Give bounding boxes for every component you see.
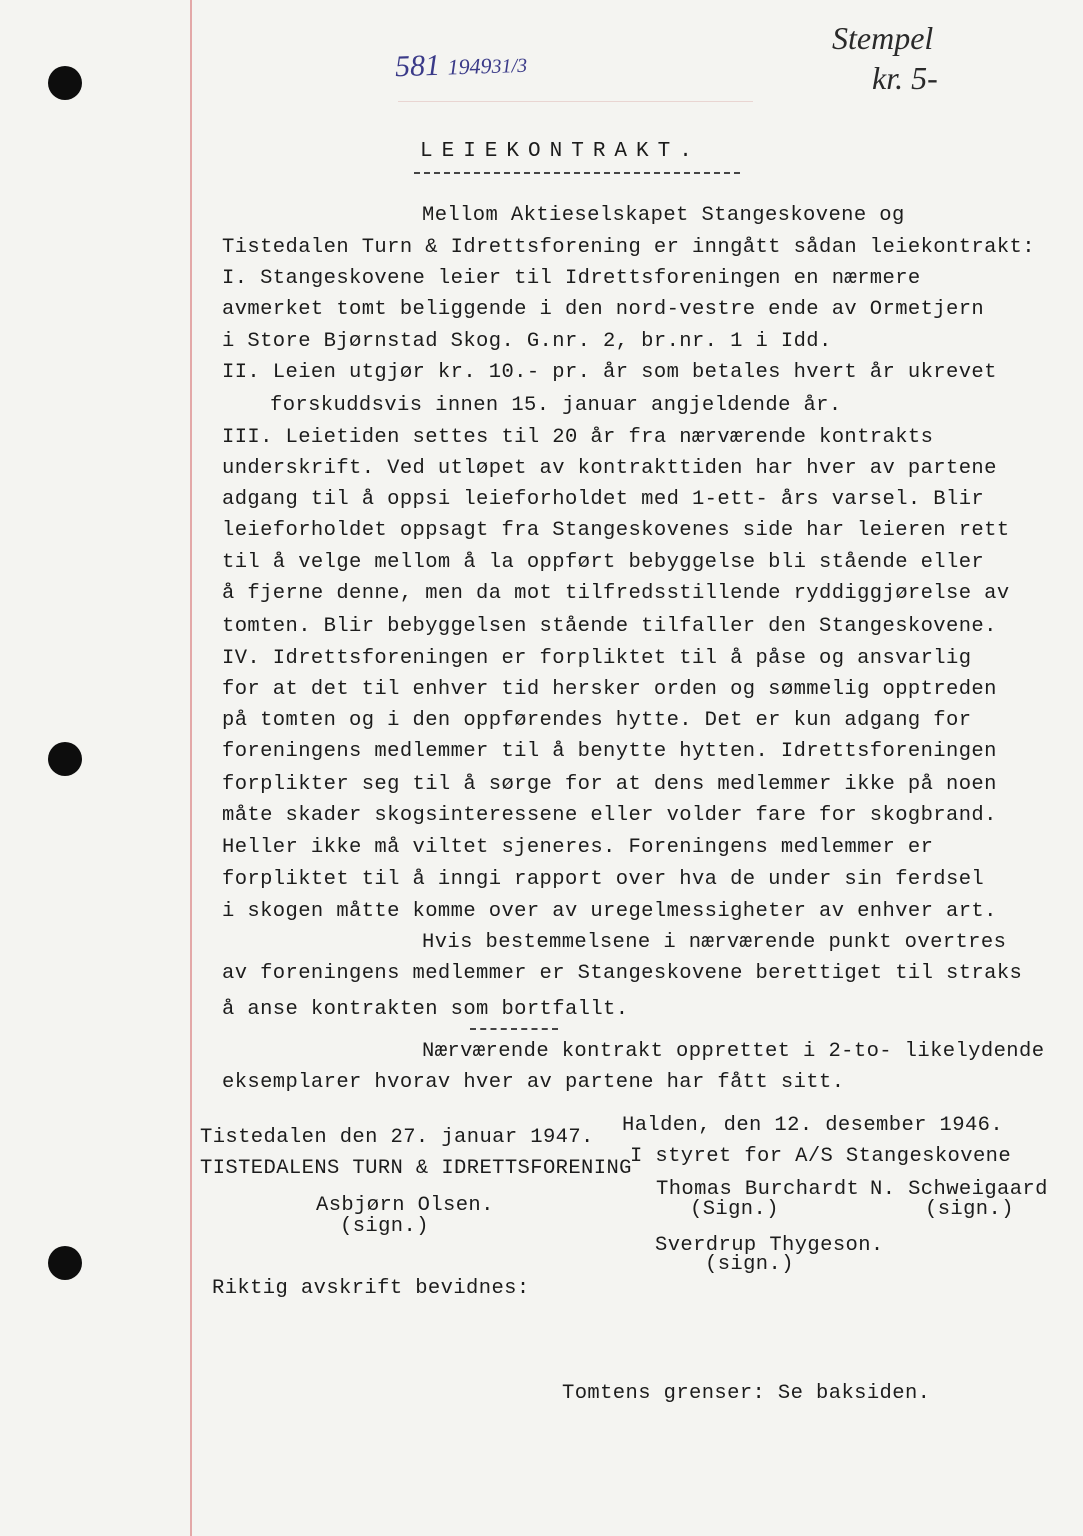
body-line: for at det til enhver tid hersker orden og sømmelig opptreden [222,678,997,701]
body-line: I. Stangeskovene leier til Idrettsforeningen en nærmere [222,267,921,290]
signer-name: Asbjørn Olsen. [316,1194,494,1217]
body-line: å anse kontrakten som bortfallt. [222,998,629,1021]
board-line: I styret for A/S Stangeskovene [630,1145,1012,1168]
body-line: foreningens medlemmer til å benytte hytten. Idrettsforeningen [222,740,997,763]
handwritten-note-line1: Stempel [832,20,934,56]
tistedalen-date: Tistedalen den 27. januar 1947. [200,1126,594,1149]
body-line: måte skader skogsinteressene eller volder fare for skogbrand. [222,804,997,827]
signer-sign: (Sign.) [690,1198,779,1221]
signer-sign: (sign.) [705,1253,794,1276]
section-divider [470,1028,558,1030]
punch-hole [48,742,82,776]
body-line: på tomten og i den oppførendes hytte. Det er kun adgang for [222,709,972,732]
body-line: underskrift. Ved utløpet av kontrakttiden har hver av partene [222,457,997,480]
body-line: Tistedalen Turn & Idrettsforening er inngått sådan leiekontrakt: [222,236,1035,259]
body-line: Mellom Aktieselskapet Stangeskovene og [422,204,905,227]
stamp-number: 581 [394,48,441,84]
body-line: til å velge mellom å la oppført bebyggelse bli stående eller [222,551,985,574]
registry-stamp [394,46,527,85]
body-line: i Store Bjørnstad Skog. G.nr. 2, br.nr. 1 i Idd. [222,330,832,353]
stamp-year: 1949 [447,52,492,80]
stamp-underline [398,87,753,102]
body-line: tomten. Blir bebyggelsen stående tilfaller den Stangeskovene. [222,615,997,638]
punch-hole [48,1246,82,1280]
halden-date: Halden, den 12. desember 1946. [622,1114,1004,1137]
certification-line: Riktig avskrift bevidnes: [212,1277,530,1300]
footer-note: Tomtens grenser: Se baksiden. [562,1382,931,1405]
signer-name: Thomas Burchardt [656,1178,860,1201]
body-line: leieforholdet oppsagt fra Stangeskovenes side har leieren rett [222,519,1010,542]
title-underline [414,172,740,174]
body-line: II. Leien utgjør kr. 10.- pr. år som betales hvert år ukrevet [222,361,997,384]
body-line: forplikter seg til å sørge for at dens medlemmer ikke på noen [222,773,997,796]
body-line: forskuddsvis innen 15. januar angjeldende år. [270,394,842,417]
stamp-date: 31/3 [491,54,528,78]
body-line: i skogen måtte komme over av uregelmessigheter av enhver art. [222,900,997,923]
margin-rule [190,0,192,1536]
body-line: adgang til å oppsi leieforholdet med 1-ett- års varsel. Blir [222,488,985,511]
body-line: Heller ikke må viltet sjeneres. Foreningens medlemmer er [222,836,934,859]
body-line: III. Leietiden settes til 20 år fra nærværende kontrakts [222,426,934,449]
signer-sign: (sign.) [340,1215,429,1238]
body-line: eksemplarer hvorav hver av partene har fått sitt. [222,1071,845,1094]
body-line: IV. Idrettsforeningen er forpliktet til å påse og ansvarlig [222,647,972,670]
body-line: Hvis bestemmelsene i nærværende punkt overtres [422,931,1007,954]
signer-name: N. Schweigaard [870,1178,1048,1201]
punch-hole [48,66,82,100]
signer-sign: (sign.) [925,1198,1014,1221]
body-line: forpliktet til å inngi rapport over hva de under sin ferdsel [222,868,985,891]
handwritten-note-line2: kr. 5- [872,60,938,96]
body-line: avmerket tomt beliggende i den nord-vestre ende av Ormetjern [222,298,985,321]
document-title: LEIEKONTRAKT. [420,140,701,163]
signer-name: Sverdrup Thygeson. [655,1234,884,1257]
body-line: av foreningens medlemmer er Stangeskovene berettiget til straks [222,962,1023,985]
organization-name: TISTEDALENS TURN & IDRETTSFORENING [200,1157,632,1180]
body-line: Nærværende kontrakt opprettet i 2-to- likelydende [422,1040,1045,1063]
body-line: å fjerne denne, men da mot tilfredsstillende ryddiggjørelse av [222,582,1010,605]
